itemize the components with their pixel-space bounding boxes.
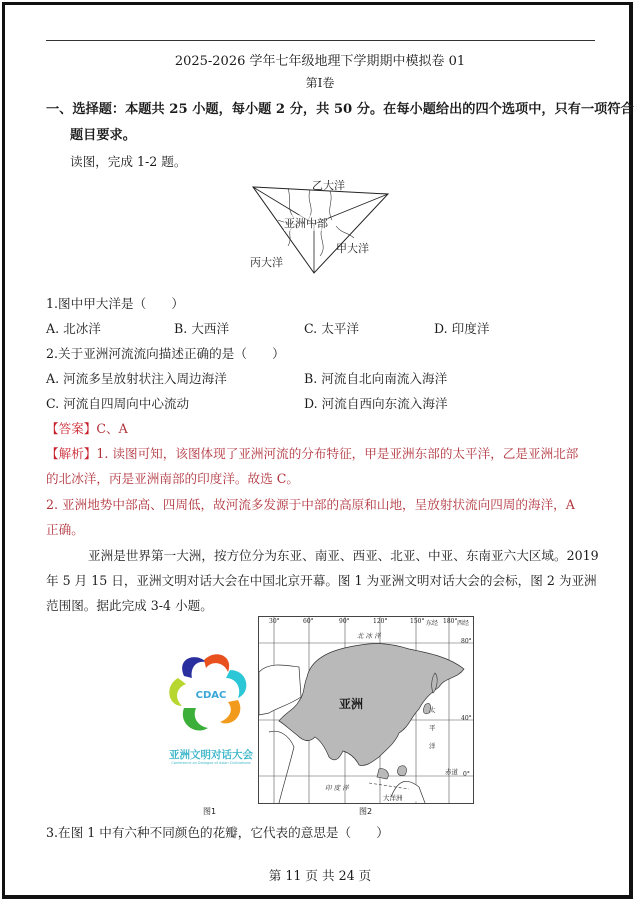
label-jia-ocean: 甲大洋 xyxy=(336,242,369,255)
question-3-stem: 3.在图 1 中有六种不同颜色的花瓣，它代表的意思是（ ） xyxy=(46,825,389,840)
question-1-stem: 1.图中甲大洋是（ ） xyxy=(46,296,184,311)
question-1-option-a: A. 北冰洋 xyxy=(46,321,101,336)
latitude-40: 40° xyxy=(461,715,472,722)
header-rule xyxy=(46,40,595,41)
label-asia: 亚洲 xyxy=(339,697,364,711)
logo-cdac-text: CDAC xyxy=(195,690,227,701)
logo-subtitle: Conference on Dialogue of Asian Civilizations xyxy=(171,761,251,765)
question-2-option-b: B. 河流自北向南流入海洋 xyxy=(304,371,448,386)
logo-title: 亚洲文明对话大会 xyxy=(169,749,253,761)
volume-label: 第I卷 xyxy=(305,76,335,90)
question-1-option-d: D. 印度洋 xyxy=(434,321,490,336)
label-central-asia: 亚洲中部 xyxy=(284,217,328,230)
instruction-1-2: 读图，完成 1-2 题。 xyxy=(70,154,187,169)
asia-map xyxy=(258,616,474,804)
analysis-line1 xyxy=(46,443,578,462)
page-footer: 第 11 页 共 24 页 xyxy=(268,868,372,883)
question-2-stem: 2.关于亚洲河流流向描述正确的是（ ） xyxy=(46,346,285,361)
label-arctic-ocean: 北 冰 洋 xyxy=(357,632,381,640)
passage-line3: 范围图。据此完成 3-4 小题。 xyxy=(46,598,213,613)
label-pacific-2: 平 xyxy=(429,724,436,732)
label-yi-ocean: 乙大洋 xyxy=(312,179,345,192)
analysis-text-1: 1. 读图可知，该图体现了亚洲河流的分布特征，甲是亚洲东部的太平洋，乙是亚洲北部 xyxy=(96,446,579,461)
latitude-0: 0° xyxy=(463,771,470,778)
section-heading-line1: 一、选择题：本题共 25 小题，每小题 2 分，共 50 分。在每小题给出的四个选项中，只有一项符合 xyxy=(46,102,634,117)
figure2-caption: 图2 xyxy=(359,807,373,816)
question-1-option-c: C. 太平洋 xyxy=(304,321,359,336)
passage-line1: 亚洲是世界第一大洲，按方位分为东亚、南亚、西亚、北亚、中亚、东南亚六大区域。2019 xyxy=(88,548,599,563)
longitude-30: 30° xyxy=(269,618,280,625)
document-title: 2025-2026 学年七年级地理下学期期中模拟卷 01 xyxy=(174,54,466,69)
label-equator: 赤道 xyxy=(445,768,458,776)
flower-petals-icon xyxy=(166,648,256,748)
analysis-line2: 的北冰洋，丙是亚洲南部的印度洋。故选 C。 xyxy=(46,471,299,486)
section-heading-line2: 题目要求。 xyxy=(70,128,136,143)
label-pacific-3: 洋 xyxy=(429,742,436,750)
label-west-longitude: 西经 xyxy=(457,620,470,627)
analysis-line3: 2. 亚洲地势中部高、四周低，故河流多发源于中部的高原和山地，呈放射状流向四周的海洋，A xyxy=(46,497,575,512)
figure1-caption: 图1 xyxy=(203,807,217,816)
label-indian-ocean: 印 度 洋 xyxy=(325,784,349,792)
passage-line2: 年 5 月 15 日，亚洲文明对话大会在中国北京开幕。图 1 为亚洲文明对话大会的会标，图 2 为亚洲 xyxy=(46,573,597,588)
analysis-label: 【解析】 xyxy=(46,446,97,461)
river-triangle-diagram xyxy=(248,176,398,276)
label-oceania: 大洋洲 xyxy=(383,794,403,802)
longitude-90: 90° xyxy=(339,618,350,625)
longitude-120: 120° xyxy=(373,618,388,625)
longitude-180: 180° xyxy=(443,618,458,625)
answer-value: C、A xyxy=(96,421,128,436)
label-pacific-1: 太 xyxy=(429,706,436,714)
analysis-line4: 正确。 xyxy=(46,522,84,537)
cdac-logo xyxy=(166,648,256,768)
longitude-150: 150° xyxy=(410,618,425,625)
answer-label: 【答案】 xyxy=(46,421,97,436)
latitude-80: 80° xyxy=(461,638,472,645)
asia-map-svg xyxy=(259,617,473,803)
question-2-option-a: A. 河流多呈放射状注入周边海洋 xyxy=(46,371,227,386)
label-east-longitude: 东经 xyxy=(426,620,439,627)
question-2-option-d: D. 河流自西向东流入海洋 xyxy=(304,396,448,411)
question-1-option-b: B. 大西洋 xyxy=(174,321,230,336)
longitude-60: 60° xyxy=(303,618,314,625)
question-2-option-c: C. 河流自四周向中心流动 xyxy=(46,396,190,411)
label-bing-ocean: 丙大洋 xyxy=(250,256,283,269)
answer-line xyxy=(46,418,128,437)
